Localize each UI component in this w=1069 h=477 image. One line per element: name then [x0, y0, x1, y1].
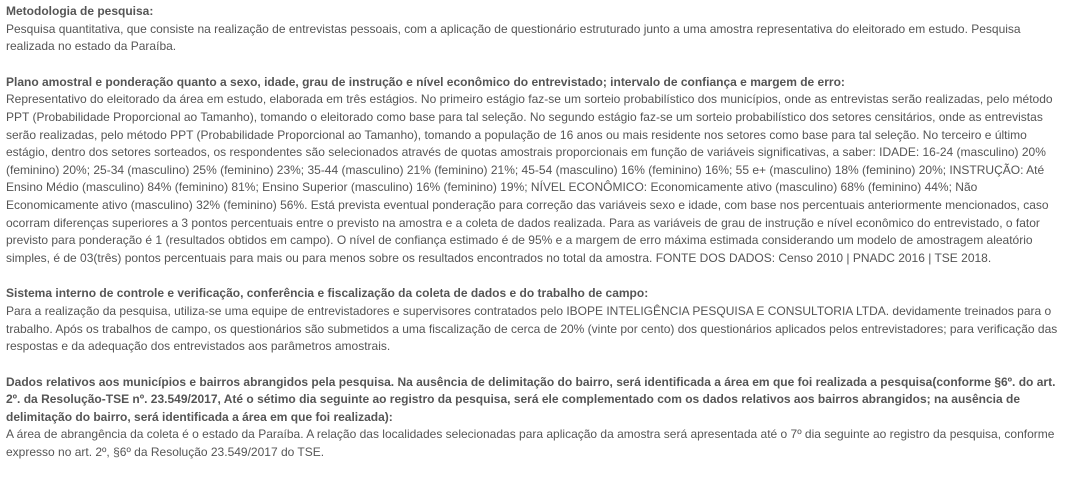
section-control-system [6, 285, 1061, 355]
section-methodology [6, 3, 1061, 56]
section-heading: Sistema interno de controle e verificação, conferência e fiscalização da coleta de dados e do trabalho de campo: [6, 286, 649, 301]
section-body: A área de abrangência da coleta é o estado da Paraíba. A relação das localidades selecionadas para aplicação da amostra será apresentada até o 7º dia seguinte ao registro da pesquisa, conforme expresso no art. 2º, §6º da Resolução 23.549/2017 do TSE. [6, 427, 1055, 460]
section-heading: Plano amostral e ponderação quanto a sexo, idade, grau de instrução e nível econômico do entrevistado; intervalo de confiança e margem de erro: [6, 74, 845, 89]
section-heading: Metodologia de pesquisa: [6, 4, 154, 18]
section-heading: Dados relativos aos municípios e bairros abrangidos pela pesquisa. Na ausência de delimitação do bairro, será identificada a área em que foi realizada a pesquisa(conforme §6º. do art. 2º. da Resolução-TSE nº. 23.549/2017, Até o sétimo dia seguinte ao registro da pesquisa, será ele complementado com os dados relativos aos bairros abrangidos; na ausência de delimitação do bairro, será identificada a área em que foi realizada): [6, 374, 1056, 424]
section-body: Pesquisa quantitativa, que consiste na realização de entrevistas pessoais, com a aplicação de questionário estruturado junto a uma amostra representativa do eleitorado em estudo. Pesquisa realizada no estado da Paraíba. [6, 21, 1021, 54]
section-body: Para a realização da pesquisa, utiliza-se uma equipe de entrevistadores e supervisores contratados pelo IBOPE INTELIGÊNCIA PESQUISA E CONSULTORIA LTDA. devidamente treinados para o trabalho. Após os trabalhos de campo, os questionários são submetidos a uma fiscalização de cerca de 20% (vinte por cento) dos questionários aplicados pelos entrevistadores; para verificação das respostas e da adequação dos entrevistados aos parâmetros amostrais. [6, 303, 1058, 354]
section-body: Representativo do eleitorado da área em estudo, elaborada em três estágios. No primeiro estágio faz-se um sorteio probabilístico dos municípios, onde as entrevistas serão realizadas, pelo método PPT (Probabilidade Proporcional ao Tamanho), tomando o eleitorado como base para tal seleção. No segundo estágio faz-se um sorteio probabilístico dos setores censitários, onde as entrevistas serão realizadas, pelo método PPT (Probabilidade Proporcional ao Tamanho), tomando a população de 16 anos ou mais residente nos setores como base para tal seleção. No terceiro e último estágio, dentro dos setores sorteados, os respondentes são selecionados através de quotas amostrais proporcionais em função de variáveis significativas, a saber: IDADE: 16-24 (masculino) 20% (feminino) 20%; 25-34 (masculino) 25% (feminino) 23%; 35-44 (masculino) 21% (feminino) 21%; 45-54 (masculino) 16% (feminino) 16%; 55 e+ (masculino) 18% (feminino) 20%; INSTRUÇÃO: Até Ensino Médio (masculino) 84% (feminino) 81%; Ensino Superior (masculino) 16% (feminino) 19%; NÍVEL ECONÔMICO: Economicamente ativo (masculino) 68% (feminino) 44%; Não Economicamente ativo (masculino) 32% (feminino) 56%. Está prevista eventual ponderação para correção das variáveis sexo e idade, com base nos percentuais anteriormente mencionados, caso ocorram diferenças superiores a 3 pontos percentuais entre o previsto na amostra e a coleta de dados realizada. Para as variáveis de grau de instrução e nível econômico do entrevistado, o fator previsto para ponderação é 1 (resultados obtidos em campo). O nível de confiança estimado é de 95% e a margem de erro máxima estimada considerando um modelo de amostragem aleatório simples, é de 03(três) pontos percentuais para mais ou para menos sobre os resultados encontrados no total da amostra. FONTE DOS DADOS: Censo 2010 | PNADC 2016 | TSE 2018. [6, 92, 1053, 265]
section-sample-plan [6, 74, 1061, 268]
section-coverage-area [6, 374, 1061, 462]
